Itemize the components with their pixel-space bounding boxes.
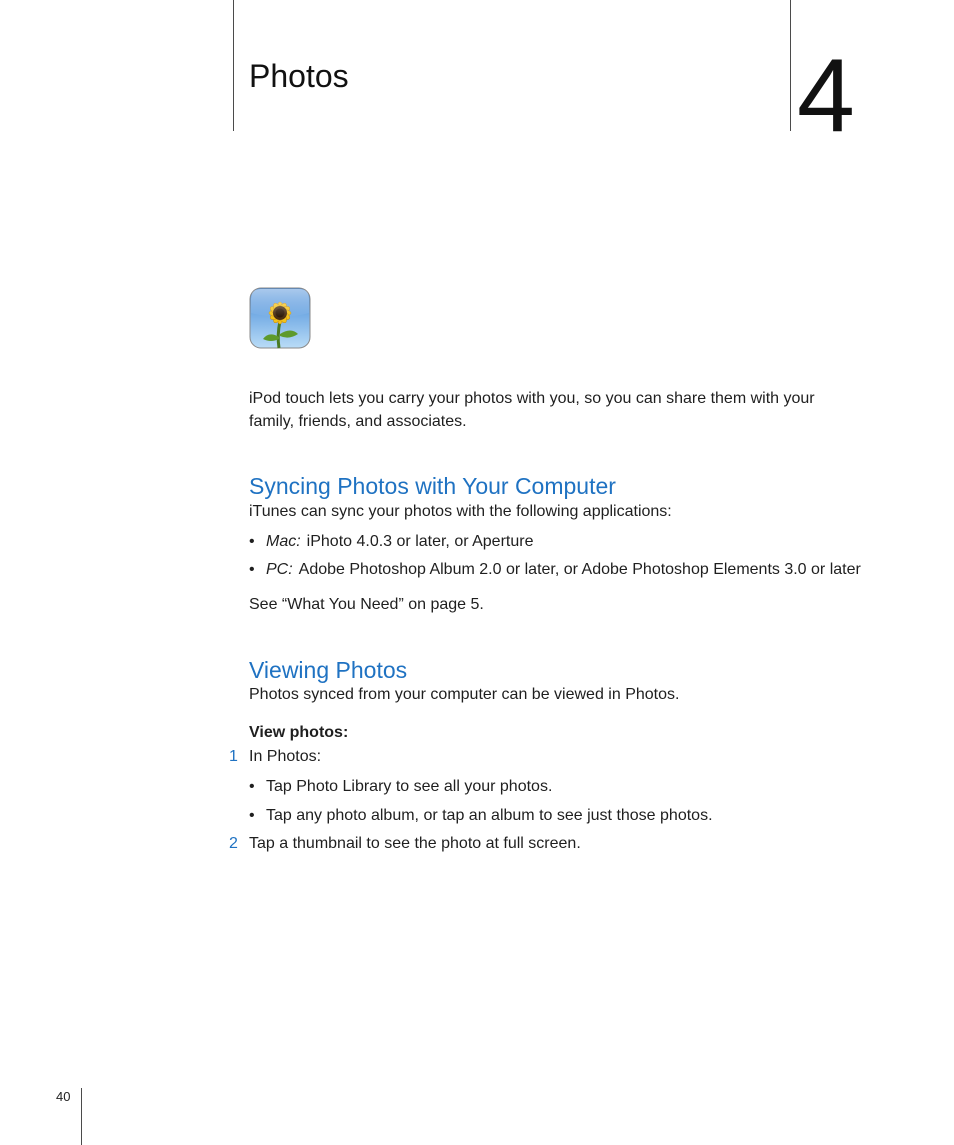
see-also-link-text: See “What You Need” on page 5.: [249, 596, 484, 613]
section-heading-viewing: Viewing Photos: [249, 657, 408, 683]
bullet-glyph: •: [249, 561, 255, 578]
page-number: 40: [56, 1089, 71, 1104]
sub-bullet-photo-album: [249, 804, 713, 827]
bullet-mac: [249, 530, 533, 553]
bullet-text-pc: Adobe Photoshop Album 2.0 or later, or Adobe Photoshop Elements 3.0 or later: [298, 561, 861, 578]
chapter-rule-right: [790, 0, 791, 131]
viewing-lead-text: Photos synced from your computer can be viewed in Photos.: [249, 686, 680, 703]
photos-sunflower-icon: [249, 287, 311, 349]
step-number: 1: [229, 748, 238, 765]
bullet-text-mac: iPhoto 4.0.3 or later, or Aperture: [306, 533, 534, 550]
bullet-pc: [249, 558, 861, 581]
sub-bullet-photo-library: [249, 775, 552, 798]
step-text: Tap a thumbnail to see the photo at full screen.: [249, 835, 581, 852]
bullet-glyph: •: [249, 533, 255, 550]
intro-paragraph: iPod touch lets you carry your photos with you, so you can share them with your family, friends, and associates.: [249, 390, 815, 430]
step-number: 2: [229, 835, 238, 852]
step-2: [229, 832, 581, 855]
step-1: [229, 745, 321, 768]
chapter-number: 4: [797, 38, 855, 154]
bullet-glyph: •: [249, 807, 255, 824]
sub-bullet-text: Tap any photo album, or tap an album to see just those photos.: [266, 807, 713, 824]
syncing-lead-text: iTunes can sync your photos with the following applications:: [249, 503, 672, 520]
section-heading-syncing: Syncing Photos with Your Computer: [249, 473, 616, 499]
bullet-label-mac: Mac:: [266, 533, 301, 550]
bullet-label-pc: PC:: [266, 561, 293, 578]
sub-bullet-text: Tap Photo Library to see all your photos.: [266, 778, 553, 795]
chapter-rule-left: [233, 0, 234, 131]
bullet-glyph: •: [249, 778, 255, 795]
footer-rule: [81, 1088, 82, 1145]
step-text: In Photos:: [249, 748, 322, 765]
chapter-title: Photos: [249, 58, 349, 94]
task-title: View photos:: [249, 724, 349, 741]
